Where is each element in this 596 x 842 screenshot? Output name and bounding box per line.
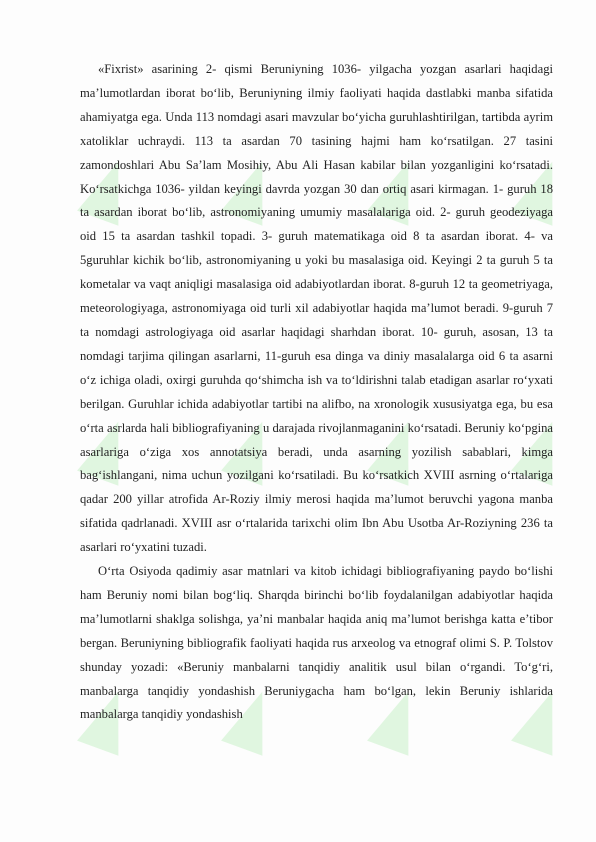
document-body: [80, 58, 553, 727]
paragraph: O‘rta Osiyoda qadimiy asar matnlari va kitob ichidagi bibliografiyaning paydo bo‘lishi ham Beruniy nomi bilan bog‘liq. Sharqda birinchi bo‘lib foydalanilgan adabiyotlar haqida ma’lumotlarni shaklga solishga, ya’ni manbalar haqida aniq ma’lumot berishga katta e’tibor bergan. Beruniyning bibliografik faoliyati haqida rus arxeolog va etnograf olimi S. P. Tolstov shunday yozadi: «Beruniy manbalarni tanqidiy analitik usul bilan o‘rgandi. To‘g‘ri, manbalarga tanqidiy yondashish Beruniygacha ham bo‘lgan, lekin Beruniy ishlarida manbalarga tanqidiy yondashish: [80, 564, 553, 722]
paragraph: «Fixrist» asarining 2- qismi Beruniyning 1036- yilgacha yozgan asarlari haqidagi ma’lumotlardan iborat bo‘lib, Beruniyning ilmiy faoliyati haqida dastlabki manba sifatida ahamiyatga ega. Unda 113 nomdagi asari mavzular bo‘yicha guruhlashtirilgan, tartibda ayrim xatoliklar uchraydi. 113 ta asardan 70 tasining hajmi ham ko‘rsatilgan. 27 tasini zamondoshlari Abu Sa’lam Mosihiy, Abu Ali Hasan kabilar bilan yozganligini ko‘rsatadi. Ko‘rsatkichga 1036- yildan keyingi davrda yozgan 30 dan ortiq asari kirmagan. 1- guruh 18 ta asardan iborat bo‘lib, astronomiyaning umumiy masalalariga oid. 2- guruh geodeziyaga oid 15 ta asardan tashkil topadi. 3- guruh matematikaga oid 8 ta asardan iborat. 4- va 5guruhlar kichik bo‘lib, astronomiyaning u yoki bu masalasiga oid. Keyingi 2 ta guruh 5 ta kometalar va vaqt aniqligi masalasiga oid adabiyotlardan iborat. 8-guruh 12 ta geometriyaga, meteorologiyaga, astronomiyaga oid turli xil adabiyotlar haqida ma’lumot beradi. 9-guruh 7 ta nomdagi astrologiyaga oid asarlar haqidagi sharhdan iborat. 10- guruh, asosan, 13 ta nomdagi tarjima qilingan asarlarni, 11-guruh esa dinga va diniy masalalarga oid 6 ta asarni o‘z ichiga oladi, oxirgi guruhda qo‘shimcha ish va to‘ldirishni talab etadigan asarlar ro‘yxati berilgan. Guruhlar ichida adabiyotlar tartibi na alifbo, na xronologik xususiyatga ega, bu esa o‘rta asrlarda hali bibliografiyaning u darajada rivojlanmaganini ko‘rsatadi. Beruniy ko‘pgina asarlariga o‘ziga xos annotatsiya beradi, unda asarning yozilish sabablari, kimga bag‘ishlangani, nima uchun yozilgani ko‘rsatiladi. Bu ko‘rsatkich XVIII asrning o‘rtalariga qadar 200 yillar atrofida Ar-Roziy ilmiy merosi haqida ma’lumot beruvchi yagona manba sifatida qadrlanadi. XVIII asr o‘rtalarida tarixchi olim Ibn Abu Usotba Ar-Roziyning 236 ta asarlari ro‘yxatini tuzadi.: [80, 62, 553, 555]
